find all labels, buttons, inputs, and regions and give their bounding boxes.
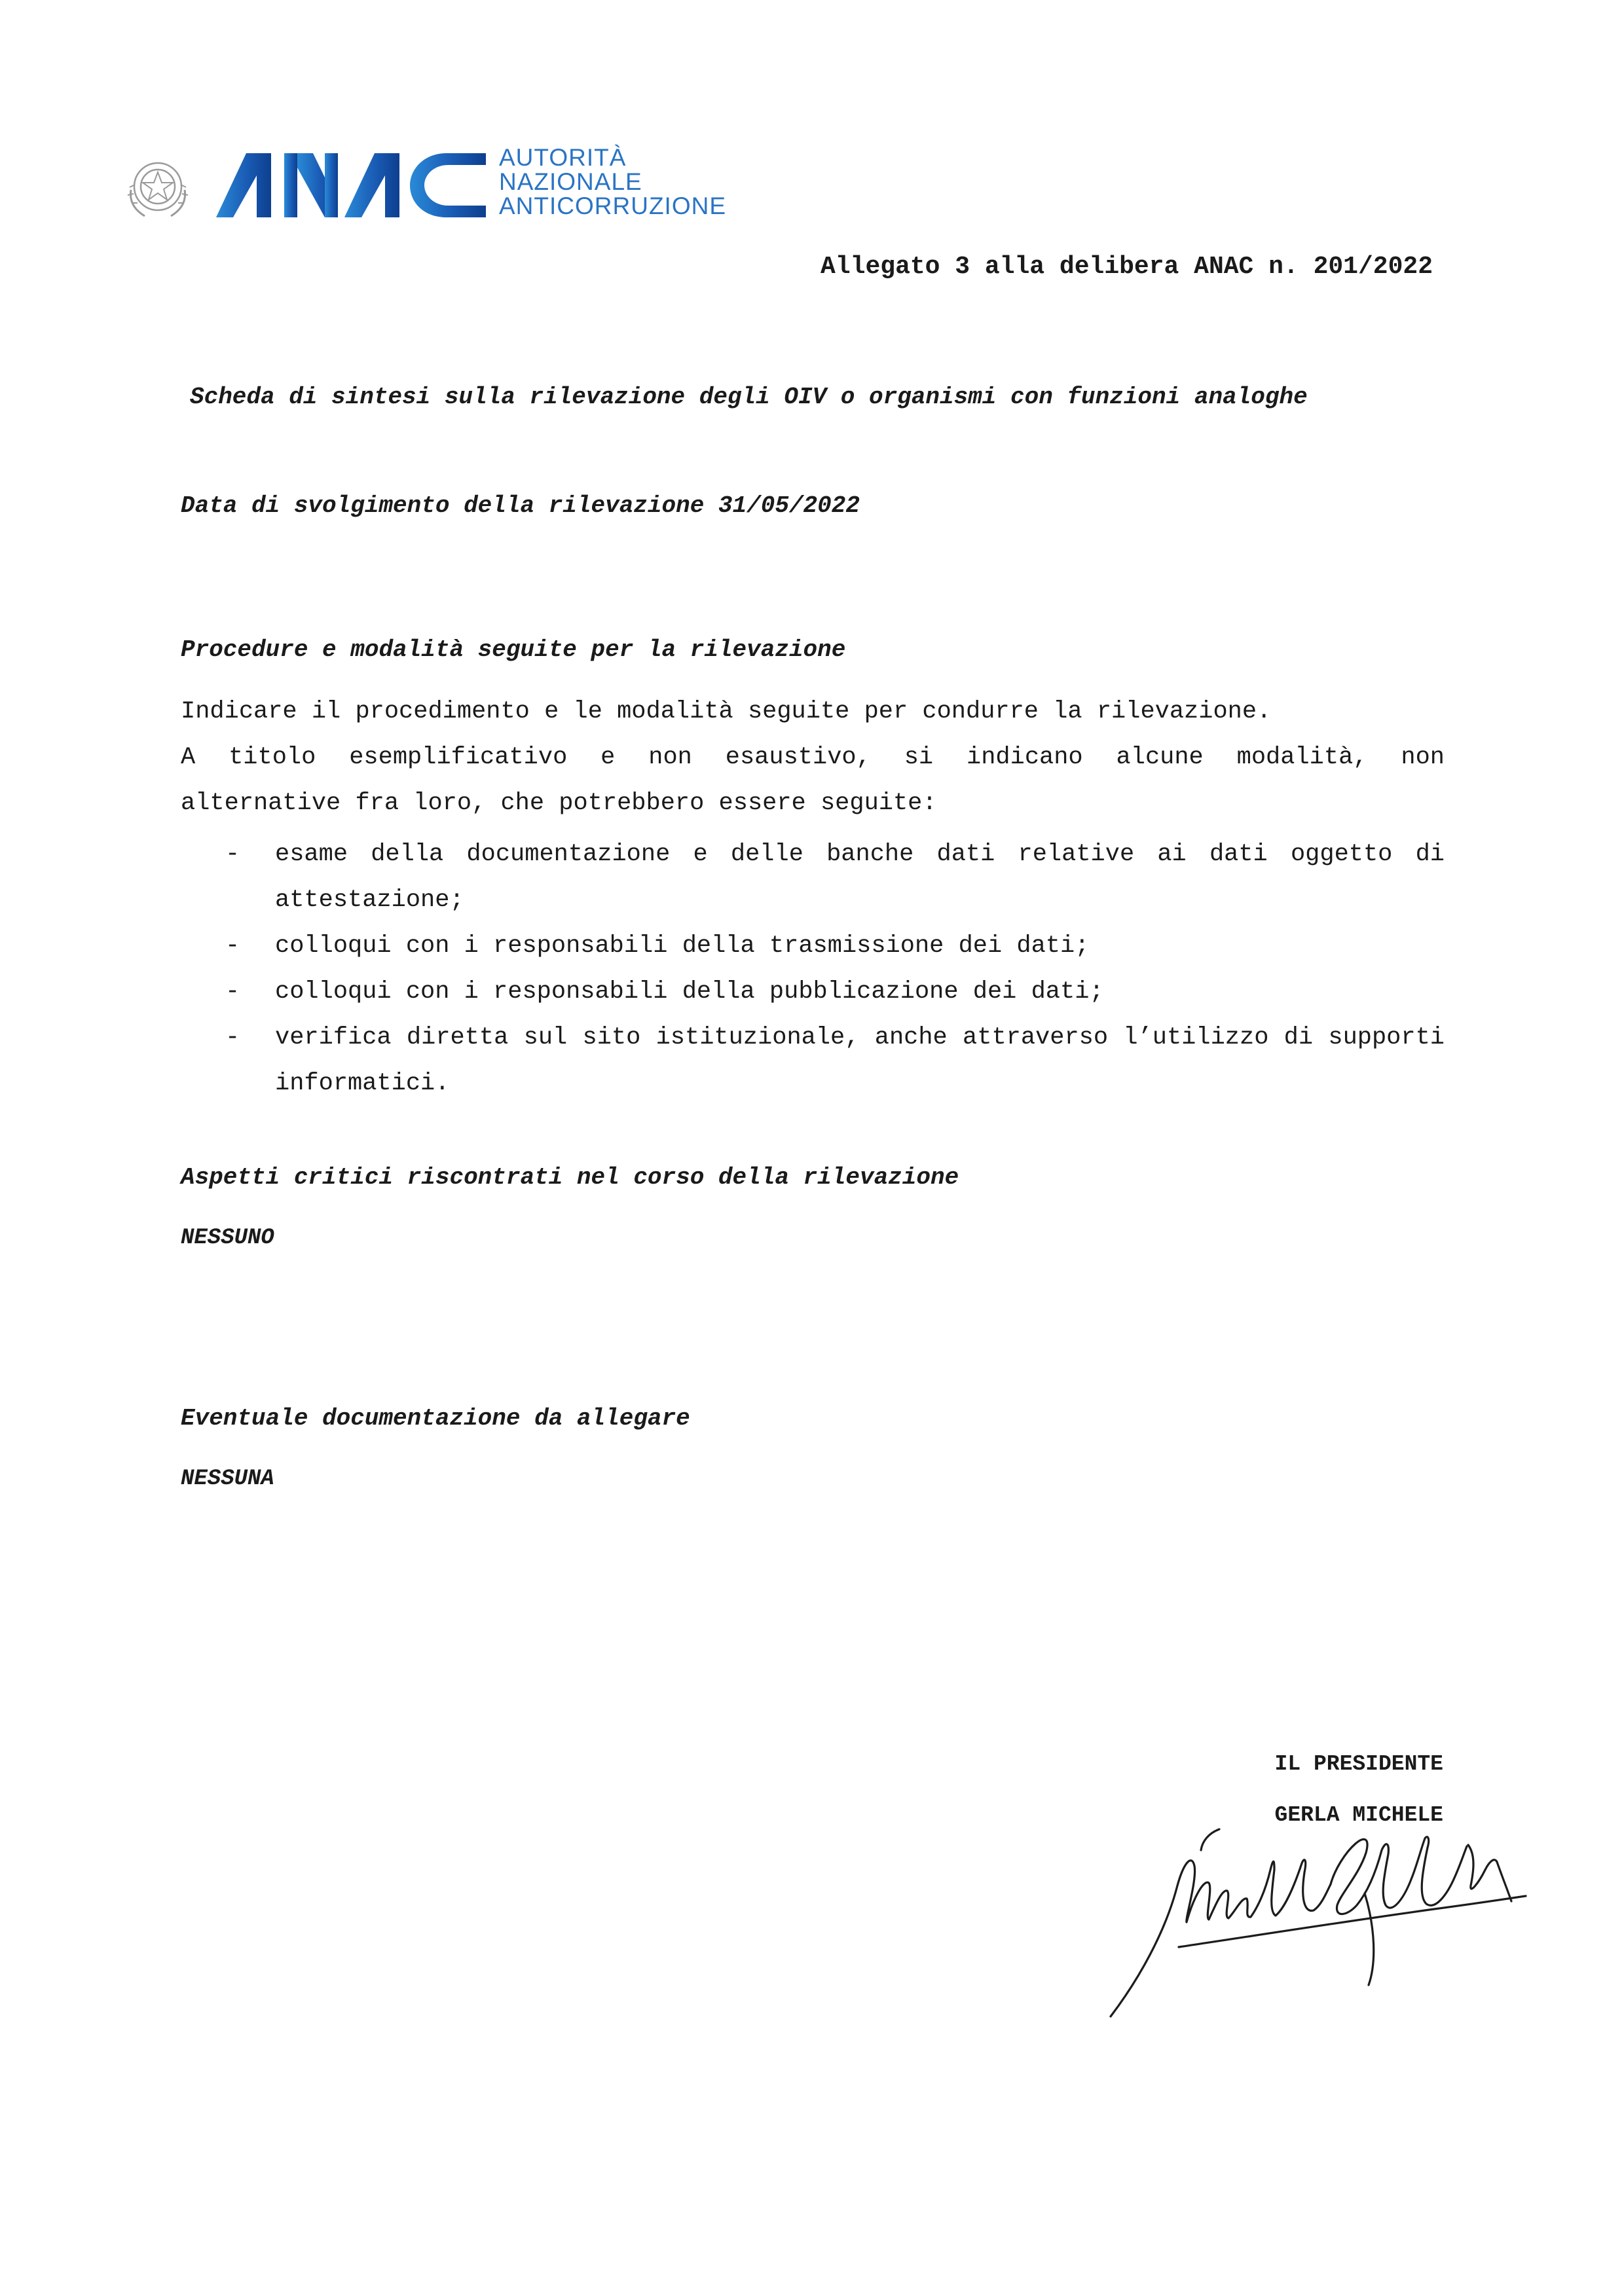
signatory-name: GERLA MICHELE bbox=[1274, 1803, 1443, 1827]
procedures-intro bbox=[181, 689, 1445, 826]
document-reference: Allegato 3 alla delibera ANAC n. 201/2022 bbox=[821, 253, 1433, 281]
list-item-text: verifica diretta sul sito istituzionale, anche attraverso l’utilizzo di supporti informatici. bbox=[275, 1024, 1445, 1097]
list-item-text: colloqui con i responsabili della trasmissione dei dati; bbox=[275, 932, 1090, 960]
signatory-role: IL PRESIDENTE bbox=[1274, 1752, 1443, 1776]
list-item bbox=[181, 831, 1445, 923]
critical-aspects-value: NESSUNO bbox=[181, 1226, 274, 1250]
critical-aspects-heading: Aspetti critici riscontrati nel corso della rilevazione bbox=[181, 1164, 959, 1191]
list-item-text: esame della documentazione e delle banche dati relative ai dati oggetto di attestazione; bbox=[275, 841, 1445, 914]
organization-name bbox=[499, 145, 726, 218]
list-item bbox=[181, 1015, 1445, 1106]
date-line: Data di svolgimento della rilevazione 31/05/2022 bbox=[181, 492, 860, 519]
procedures-intro-line-1: Indicare il procedimento e le modalità seguite per condurre la rilevazione. bbox=[181, 698, 1272, 725]
list-item-text: colloqui con i responsabili della pubblicazione dei dati; bbox=[275, 978, 1104, 1006]
procedures-intro-line-3: alternative fra loro, che potrebbero essere seguite: bbox=[181, 790, 937, 817]
anac-logo bbox=[216, 149, 486, 220]
procedures-list bbox=[181, 831, 1445, 1106]
procedures-intro-line-2: A titolo esemplificativo e non esaustivo, si indicano alcune modalità, non bbox=[181, 744, 1445, 771]
org-name-line-3: ANTICORRUZIONE bbox=[499, 192, 726, 219]
list-item bbox=[181, 923, 1445, 969]
attachments-heading: Eventuale documentazione da allegare bbox=[181, 1405, 690, 1432]
handwritten-signature-icon bbox=[1094, 1807, 1552, 2023]
bullet-dash: - bbox=[225, 841, 240, 868]
document-title: Scheda di sintesi sulla rilevazione degli OIV o organismi con funzioni analoghe bbox=[190, 384, 1308, 410]
italian-republic-emblem-icon bbox=[122, 151, 194, 223]
list-item bbox=[181, 969, 1445, 1015]
org-name-line-1: AUTORITÀ bbox=[499, 144, 627, 171]
org-name-line-2: NAZIONALE bbox=[499, 168, 642, 195]
procedures-heading: Procedure e modalità seguite per la rilevazione bbox=[181, 636, 846, 663]
bullet-dash: - bbox=[225, 932, 240, 960]
bullet-dash: - bbox=[225, 978, 240, 1006]
attachments-value: NESSUNA bbox=[181, 1467, 274, 1491]
bullet-dash: - bbox=[225, 1024, 240, 1051]
